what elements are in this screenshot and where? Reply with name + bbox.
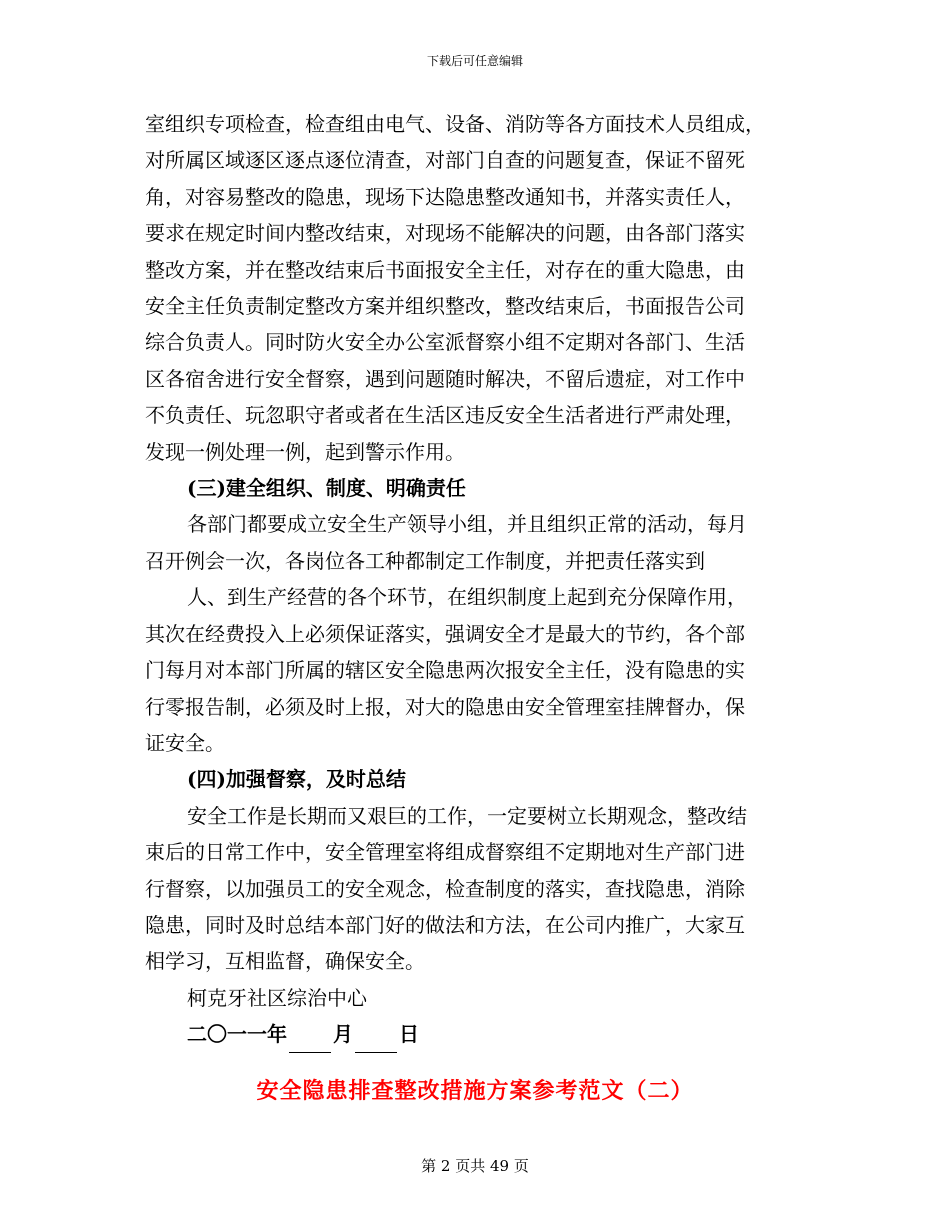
text-line: 门每月对本部门所属的辖区安全隐患两次报安全主任，没有隐患的实 (145, 658, 745, 683)
text-line: 束后的日常工作中，安全管理室将组成督察组不定期地对生产部门进 (145, 840, 745, 865)
day-blank (355, 1032, 397, 1053)
date-year: 二〇一一年 (187, 1022, 287, 1047)
text-line: 召开例会一次，各岗位各工种都制定工作制度，并把责任落实到 (145, 548, 705, 573)
next-document-title: 安全隐患排查整改措施方案参考范文（二） (256, 1078, 694, 1104)
text-line: 安全工作是长期而又艰巨的工作，一定要树立长期观念，整改结 (187, 803, 747, 828)
text-line: 安全主任负责制定整改方案并组织整改，整改结束后，书面报告公司 (145, 294, 745, 319)
paragraph-summary (145, 798, 805, 980)
text-line: 室组织专项检查，检查组由电气、设备、消防等各方面技术人员组成， (145, 112, 765, 136)
date-month: 月 (333, 1022, 353, 1047)
paragraph-organization (145, 506, 805, 579)
text-line: 要求在规定时间内整改结束，对现场不能解决的问题，由各部门落实 (145, 221, 745, 246)
paragraph-inspection (145, 106, 805, 470)
text-line: 不负责任、玩忽职守者或者在生活区违反安全生活者进行严肃处理， (145, 403, 745, 428)
date-day: 日 (399, 1022, 419, 1047)
page-footer: 第 2 页共 49 页 (421, 1157, 529, 1175)
date-line (145, 1016, 805, 1052)
text-line: 各部门都要成立安全生产领导小组，并且组织正常的活动，每月 (187, 512, 747, 537)
month-blank (289, 1032, 331, 1053)
text-line: 综合负责人。同时防火安全办公室派督察小组不定期对各部门、生活 (145, 330, 745, 355)
text-line: 证安全。 (145, 730, 225, 755)
page-header: 下载后可任意编辑 (426, 54, 523, 68)
paragraph-responsibility (145, 579, 805, 761)
signature: 柯克牙社区综治中心 (187, 985, 367, 1010)
text-line: 人、到生产经营的各个环节，在组织制度上起到充分保障作用， (187, 585, 747, 610)
text-line: 行督察，以加强员工的安全观念，检查制度的落实，查找隐患，消除 (145, 876, 745, 901)
text-line: 其次在经费投入上必须保证落实，强调安全才是最大的节约，各个部 (145, 621, 745, 646)
section-heading-4: (四)加强督察，及时总结 (187, 767, 406, 792)
section-heading-3: (三)建全组织、制度、明确责任 (187, 476, 466, 501)
text-line: 对所属区域逐区逐点逐位清查，对部门自查的问题复查，保证不留死 (145, 148, 745, 173)
text-line: 行零报告制，必须及时上报，对大的隐患由安全管理室挂牌督办，保 (145, 694, 745, 719)
document-body (145, 106, 805, 1053)
text-line: 区各宿舍进行安全督察，遇到问题随时解决，不留后遗症，对工作中 (145, 366, 745, 391)
text-line: 整改方案，并在整改结束后书面报安全主任，对存在的重大隐患，由 (145, 257, 745, 282)
text-line: 相学习，互相监督，确保安全。 (145, 949, 425, 974)
text-line: 发现一例处理一例，起到警示作用。 (145, 439, 465, 464)
text-line: 隐患，同时及时总结本部门好的做法和方法，在公司内推广，大家互 (145, 912, 745, 937)
text-line: 角，对容易整改的隐患，现场下达隐患整改通知书，并落实责任人， (145, 184, 745, 209)
